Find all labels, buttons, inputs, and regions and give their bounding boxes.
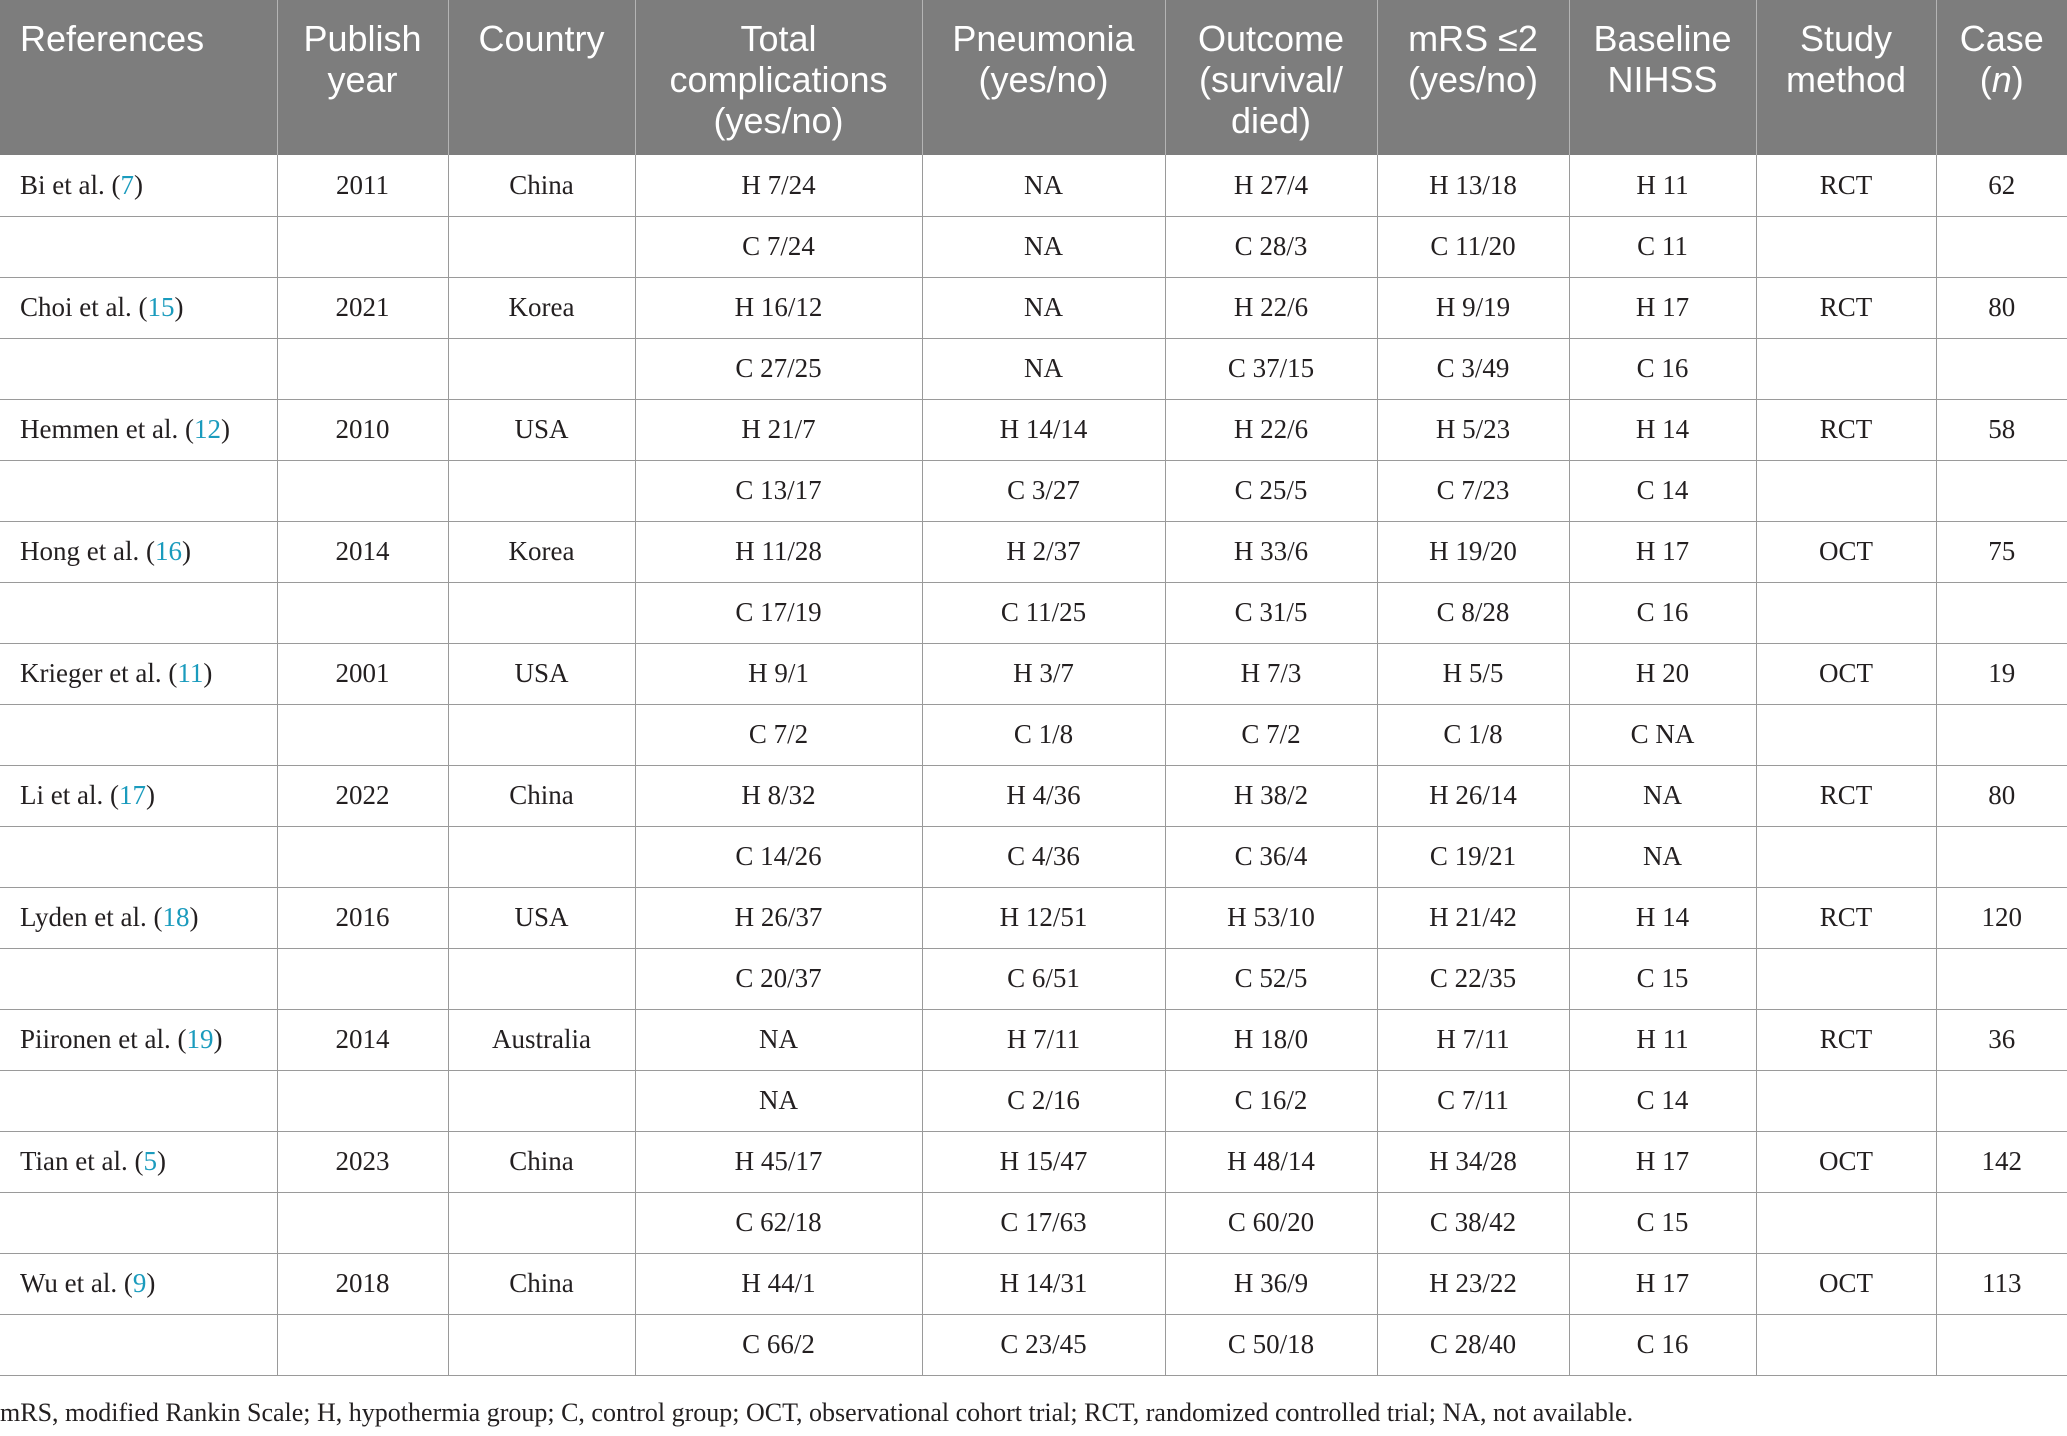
- citation-link[interactable]: 16: [154, 536, 182, 566]
- table-row: [0, 460, 2067, 521]
- table-row: [0, 582, 2067, 643]
- header-outcome: [1165, 0, 1377, 155]
- reference-cell: Lyden et al. (18): [0, 887, 277, 948]
- total-complications-cell: H 9/1: [635, 643, 922, 704]
- study-method-cell: RCT: [1756, 765, 1936, 826]
- empty-cell: [277, 826, 448, 887]
- total-complications-cell: C 17/19: [635, 582, 922, 643]
- header-text: [20, 0, 269, 59]
- mrs-cell: C 11/20: [1377, 216, 1569, 277]
- table-footnote: mRS, modified Rankin Scale; H, hypothermia group; C, control group; OCT, observational cohort trial; RCT, randomized controlled trial; NA, not available.: [0, 1398, 1634, 1427]
- empty-cell: [448, 1314, 635, 1375]
- header-line: complications: [669, 59, 888, 100]
- reference-cell: Bi et al. (7): [0, 155, 277, 216]
- country-cell: China: [448, 155, 635, 216]
- table-row: [0, 521, 2067, 582]
- reference-name: Choi et al.: [20, 292, 132, 322]
- case-count-cell: 120: [1936, 887, 2067, 948]
- mrs-cell: H 23/22: [1377, 1253, 1569, 1314]
- study-method-cell: OCT: [1756, 1253, 1936, 1314]
- case-count-cell: 142: [1936, 1131, 2067, 1192]
- header-line: Baseline: [1593, 18, 1732, 59]
- country-cell: Korea: [448, 277, 635, 338]
- pneumonia-cell: NA: [922, 277, 1165, 338]
- total-complications-cell: H 8/32: [635, 765, 922, 826]
- header-text: [1578, 0, 1748, 100]
- empty-cell: [448, 582, 635, 643]
- empty-cell: [448, 704, 635, 765]
- nihss-cell: H 17: [1569, 1253, 1756, 1314]
- empty-cell: [277, 1314, 448, 1375]
- empty-cell: [1936, 460, 2067, 521]
- outcome-cell: C 50/18: [1165, 1314, 1377, 1375]
- empty-cell: [448, 826, 635, 887]
- pneumonia-cell: C 3/27: [922, 460, 1165, 521]
- outcome-cell: C 52/5: [1165, 948, 1377, 1009]
- pneumonia-cell: H 14/31: [922, 1253, 1165, 1314]
- table-row: [0, 277, 2067, 338]
- outcome-cell: H 18/0: [1165, 1009, 1377, 1070]
- header-publish-year: [277, 0, 448, 155]
- reference-cell: Hemmen et al. (12): [0, 399, 277, 460]
- outcome-cell: H 27/4: [1165, 155, 1377, 216]
- nihss-cell: NA: [1569, 765, 1756, 826]
- empty-cell: [1756, 216, 1936, 277]
- case-count-cell: 62: [1936, 155, 2067, 216]
- outcome-cell: C 7/2: [1165, 704, 1377, 765]
- mrs-cell: H 21/42: [1377, 887, 1569, 948]
- header-line: Outcome: [1197, 18, 1345, 59]
- nihss-cell: H 14: [1569, 399, 1756, 460]
- header-line: References: [20, 18, 205, 59]
- outcome-cell: H 38/2: [1165, 765, 1377, 826]
- case-count-cell: 36: [1936, 1009, 2067, 1070]
- outcome-cell: H 22/6: [1165, 399, 1377, 460]
- empty-cell: [277, 338, 448, 399]
- mrs-cell: H 9/19: [1377, 277, 1569, 338]
- total-complications-cell: H 11/28: [635, 521, 922, 582]
- nihss-cell: H 11: [1569, 155, 1756, 216]
- empty-cell: [448, 460, 635, 521]
- empty-cell: [448, 1192, 635, 1253]
- year-cell: 2010: [277, 399, 448, 460]
- outcome-cell: H 22/6: [1165, 277, 1377, 338]
- empty-cell: [0, 216, 277, 277]
- header-line: Publish: [303, 18, 422, 59]
- empty-cell: [277, 1070, 448, 1131]
- table-row: [0, 1253, 2067, 1314]
- outcome-cell: C 28/3: [1165, 216, 1377, 277]
- pneumonia-cell: H 2/37: [922, 521, 1165, 582]
- total-complications-cell: C 7/2: [635, 704, 922, 765]
- total-complications-cell: C 13/17: [635, 460, 922, 521]
- study-method-cell: RCT: [1756, 277, 1936, 338]
- reference-cell: Li et al. (17): [0, 765, 277, 826]
- total-complications-cell: C 7/24: [635, 216, 922, 277]
- empty-cell: [1936, 704, 2067, 765]
- pneumonia-cell: H 15/47: [922, 1131, 1165, 1192]
- citation-link[interactable]: 7: [120, 169, 134, 200]
- mrs-cell: H 19/20: [1377, 521, 1569, 582]
- header-pneumonia: [922, 0, 1165, 155]
- total-complications-cell: NA: [635, 1070, 922, 1131]
- empty-cell: [1936, 582, 2067, 643]
- total-complications-cell: C 66/2: [635, 1314, 922, 1375]
- header-line: Case: [1959, 18, 2044, 59]
- table-row: [0, 1070, 2067, 1131]
- empty-cell: [1936, 826, 2067, 887]
- outcome-cell: H 36/9: [1165, 1253, 1377, 1314]
- citation-link[interactable]: 9: [132, 1268, 147, 1298]
- empty-cell: [277, 216, 448, 277]
- pneumonia-cell: NA: [922, 338, 1165, 399]
- empty-cell: [0, 1192, 277, 1253]
- empty-cell: [448, 216, 635, 277]
- empty-cell: [448, 948, 635, 1009]
- empty-cell: [1756, 338, 1936, 399]
- table-body: [0, 155, 2067, 1375]
- reference-cell: Piironen et al. (19): [0, 1009, 277, 1070]
- header-line: (yes/no): [713, 100, 844, 141]
- header-text: [1386, 0, 1561, 100]
- empty-cell: [1936, 948, 2067, 1009]
- study-method-cell: RCT: [1756, 155, 1936, 216]
- nihss-cell: C 15: [1569, 948, 1756, 1009]
- header-text: [931, 0, 1157, 100]
- header-line: (survival/: [1198, 59, 1344, 100]
- empty-cell: [1936, 216, 2067, 277]
- study-method-cell: OCT: [1756, 521, 1936, 582]
- outcome-cell: C 37/15: [1165, 338, 1377, 399]
- empty-cell: [0, 1314, 277, 1375]
- header-line: Country: [478, 18, 605, 59]
- outcome-cell: C 16/2: [1165, 1070, 1377, 1131]
- mrs-cell: H 5/5: [1377, 643, 1569, 704]
- empty-cell: [0, 948, 277, 1009]
- empty-cell: [1756, 1314, 1936, 1375]
- empty-cell: [277, 948, 448, 1009]
- header-study-method: [1756, 0, 1936, 155]
- outcome-cell: C 36/4: [1165, 826, 1377, 887]
- pneumonia-cell: NA: [922, 155, 1165, 216]
- pneumonia-cell: H 12/51: [922, 887, 1165, 948]
- year-cell: 2023: [277, 1131, 448, 1192]
- table-row: [0, 1192, 2067, 1253]
- nihss-cell: C 16: [1569, 582, 1756, 643]
- nihss-cell: H 20: [1569, 643, 1756, 704]
- nihss-cell: H 14: [1569, 887, 1756, 948]
- empty-cell: [1936, 1314, 2067, 1375]
- outcome-cell: H 7/3: [1165, 643, 1377, 704]
- empty-cell: [1756, 1070, 1936, 1131]
- table-row: [0, 338, 2067, 399]
- header-line: died): [1230, 100, 1312, 141]
- country-cell: Korea: [448, 521, 635, 582]
- citation-link[interactable]: 15: [147, 292, 175, 322]
- empty-cell: [1756, 460, 1936, 521]
- italic-n: n: [1991, 59, 2012, 100]
- reference-name: Li et al.: [20, 780, 104, 810]
- year-cell: 2016: [277, 887, 448, 948]
- mrs-cell: C 7/23: [1377, 460, 1569, 521]
- country-cell: USA: [448, 399, 635, 460]
- case-count-cell: 19: [1936, 643, 2067, 704]
- nihss-cell: C 14: [1569, 460, 1756, 521]
- pneumonia-cell: C 1/8: [922, 704, 1165, 765]
- header-line: method: [1785, 59, 1907, 100]
- table-row: [0, 948, 2067, 1009]
- empty-cell: [1756, 582, 1936, 643]
- reference-name: Hemmen et al.: [20, 414, 179, 444]
- study-method-cell: OCT: [1756, 1131, 1936, 1192]
- header-total-complications: [635, 0, 922, 155]
- total-complications-cell: H 7/24: [635, 155, 922, 216]
- empty-cell: [0, 460, 277, 521]
- reference-name: Bi et al.: [20, 169, 105, 200]
- empty-cell: [277, 1192, 448, 1253]
- table-row: [0, 216, 2067, 277]
- outcome-cell: C 60/20: [1165, 1192, 1377, 1253]
- country-cell: USA: [448, 643, 635, 704]
- reference-name: Piironen et al.: [20, 1024, 171, 1054]
- outcome-cell: H 53/10: [1165, 887, 1377, 948]
- reference-cell: Hong et al. (16): [0, 521, 277, 582]
- table-row: [0, 704, 2067, 765]
- mrs-cell: H 5/23: [1377, 399, 1569, 460]
- pneumonia-cell: C 4/36: [922, 826, 1165, 887]
- reference-name: Wu et al.: [20, 1268, 118, 1298]
- year-cell: 2014: [277, 1009, 448, 1070]
- table-row: [0, 155, 2067, 216]
- citation-link[interactable]: 19: [186, 1024, 214, 1054]
- reference-name: Hong et al.: [20, 536, 140, 566]
- country-cell: Australia: [448, 1009, 635, 1070]
- header-line: (yes/no): [978, 59, 1109, 100]
- header-text: [644, 0, 914, 141]
- empty-cell: [448, 338, 635, 399]
- outcome-cell: H 33/6: [1165, 521, 1377, 582]
- study-method-cell: OCT: [1756, 643, 1936, 704]
- reference-cell: Tian et al. (5): [0, 1131, 277, 1192]
- pneumonia-cell: H 4/36: [922, 765, 1165, 826]
- pneumonia-cell: C 2/16: [922, 1070, 1165, 1131]
- citation-link[interactable]: 11: [177, 658, 204, 688]
- nihss-cell: H 11: [1569, 1009, 1756, 1070]
- year-cell: 2018: [277, 1253, 448, 1314]
- mrs-cell: C 22/35: [1377, 948, 1569, 1009]
- case-count-cell: 58: [1936, 399, 2067, 460]
- nihss-cell: C 16: [1569, 1314, 1756, 1375]
- table-row: [0, 887, 2067, 948]
- nihss-cell: C 14: [1569, 1070, 1756, 1131]
- study-method-cell: RCT: [1756, 1009, 1936, 1070]
- header-line: mRS ≤2: [1408, 18, 1538, 59]
- pneumonia-cell: C 17/63: [922, 1192, 1165, 1253]
- citation-link[interactable]: 5: [143, 1146, 157, 1176]
- total-complications-cell: H 26/37: [635, 887, 922, 948]
- study-method-cell: RCT: [1756, 887, 1936, 948]
- pneumonia-cell: C 6/51: [922, 948, 1165, 1009]
- country-cell: China: [448, 765, 635, 826]
- reference-cell: Wu et al. (9): [0, 1253, 277, 1314]
- outcome-cell: C 25/5: [1165, 460, 1377, 521]
- pneumonia-cell: H 14/14: [922, 399, 1165, 460]
- nihss-cell: H 17: [1569, 277, 1756, 338]
- header-mrs: [1377, 0, 1569, 155]
- header-text: [1174, 0, 1369, 141]
- header-text: [457, 0, 627, 59]
- country-cell: China: [448, 1253, 635, 1314]
- empty-cell: [1756, 948, 1936, 1009]
- year-cell: 2022: [277, 765, 448, 826]
- header-line: Total: [740, 18, 817, 59]
- table-row: [0, 1131, 2067, 1192]
- mrs-cell: C 38/42: [1377, 1192, 1569, 1253]
- nihss-cell: C NA: [1569, 704, 1756, 765]
- header-line: Study: [1799, 18, 1893, 59]
- table-row: [0, 765, 2067, 826]
- header-line: Pneumonia: [952, 18, 1135, 59]
- header-case-n: [1936, 0, 2067, 155]
- total-complications-cell: C 62/18: [635, 1192, 922, 1253]
- citation-link[interactable]: 17: [118, 780, 146, 810]
- total-complications-cell: H 21/7: [635, 399, 922, 460]
- nihss-cell: C 15: [1569, 1192, 1756, 1253]
- country-cell: USA: [448, 887, 635, 948]
- empty-cell: [1756, 704, 1936, 765]
- total-complications-cell: H 16/12: [635, 277, 922, 338]
- header-text: [1765, 0, 1928, 100]
- reference-name: Lyden et al.: [20, 902, 147, 932]
- nihss-cell: C 11: [1569, 216, 1756, 277]
- nihss-cell: H 17: [1569, 521, 1756, 582]
- year-cell: 2014: [277, 521, 448, 582]
- empty-cell: [0, 1070, 277, 1131]
- header-row: [0, 0, 2067, 155]
- mrs-cell: C 7/11: [1377, 1070, 1569, 1131]
- reference-cell: Choi et al. (15): [0, 277, 277, 338]
- table-header: [0, 0, 2067, 155]
- case-count-cell: 80: [1936, 765, 2067, 826]
- country-cell: China: [448, 1131, 635, 1192]
- pneumonia-cell: H 7/11: [922, 1009, 1165, 1070]
- empty-cell: [277, 460, 448, 521]
- mrs-cell: C 8/28: [1377, 582, 1569, 643]
- citation-link[interactable]: 18: [162, 902, 190, 932]
- mrs-cell: H 26/14: [1377, 765, 1569, 826]
- citation-link[interactable]: 12: [193, 414, 221, 444]
- empty-cell: [277, 582, 448, 643]
- empty-cell: [1936, 1192, 2067, 1253]
- empty-cell: [1756, 1192, 1936, 1253]
- total-complications-cell: C 27/25: [635, 338, 922, 399]
- header-line: NIHSS: [1607, 59, 1718, 100]
- reference-cell: Krieger et al. (11): [0, 643, 277, 704]
- mrs-cell: C 1/8: [1377, 704, 1569, 765]
- empty-cell: [448, 1070, 635, 1131]
- header-country: [448, 0, 635, 155]
- pneumonia-cell: H 3/7: [922, 643, 1165, 704]
- table-row: [0, 399, 2067, 460]
- header-line: (n): [1979, 59, 2024, 100]
- total-complications-cell: H 44/1: [635, 1253, 922, 1314]
- year-cell: 2011: [277, 155, 448, 216]
- empty-cell: [1936, 338, 2067, 399]
- pneumonia-cell: C 11/25: [922, 582, 1165, 643]
- year-cell: 2021: [277, 277, 448, 338]
- table-row: [0, 643, 2067, 704]
- outcome-cell: C 31/5: [1165, 582, 1377, 643]
- outcome-cell: H 48/14: [1165, 1131, 1377, 1192]
- study-method-cell: RCT: [1756, 399, 1936, 460]
- table-row: [0, 1009, 2067, 1070]
- year-cell: 2001: [277, 643, 448, 704]
- empty-cell: [1756, 826, 1936, 887]
- mrs-cell: H 7/11: [1377, 1009, 1569, 1070]
- total-complications-cell: H 45/17: [635, 1131, 922, 1192]
- mrs-cell: H 13/18: [1377, 155, 1569, 216]
- total-complications-cell: C 20/37: [635, 948, 922, 1009]
- header-text: [1945, 0, 2060, 100]
- empty-cell: [0, 704, 277, 765]
- table-row: [0, 1314, 2067, 1375]
- empty-cell: [277, 704, 448, 765]
- empty-cell: [0, 338, 277, 399]
- total-complications-cell: C 14/26: [635, 826, 922, 887]
- nihss-cell: NA: [1569, 826, 1756, 887]
- header-baseline-nihss: [1569, 0, 1756, 155]
- total-complications-cell: NA: [635, 1009, 922, 1070]
- pneumonia-cell: NA: [922, 216, 1165, 277]
- reference-name: Tian et al.: [20, 1146, 128, 1176]
- mrs-cell: C 19/21: [1377, 826, 1569, 887]
- case-count-cell: 75: [1936, 521, 2067, 582]
- table-row: [0, 826, 2067, 887]
- pneumonia-cell: C 23/45: [922, 1314, 1165, 1375]
- empty-cell: [1936, 1070, 2067, 1131]
- mrs-cell: H 34/28: [1377, 1131, 1569, 1192]
- case-count-cell: 80: [1936, 277, 2067, 338]
- header-text: [286, 0, 440, 100]
- nihss-cell: H 17: [1569, 1131, 1756, 1192]
- header-references: [0, 0, 277, 155]
- mrs-cell: C 28/40: [1377, 1314, 1569, 1375]
- nihss-cell: C 16: [1569, 338, 1756, 399]
- header-line: year: [327, 59, 398, 100]
- mrs-cell: C 3/49: [1377, 338, 1569, 399]
- case-count-cell: 113: [1936, 1253, 2067, 1314]
- header-line: (yes/no): [1407, 59, 1539, 100]
- empty-cell: [0, 582, 277, 643]
- empty-cell: [0, 826, 277, 887]
- reference-name: Krieger et al.: [20, 658, 162, 688]
